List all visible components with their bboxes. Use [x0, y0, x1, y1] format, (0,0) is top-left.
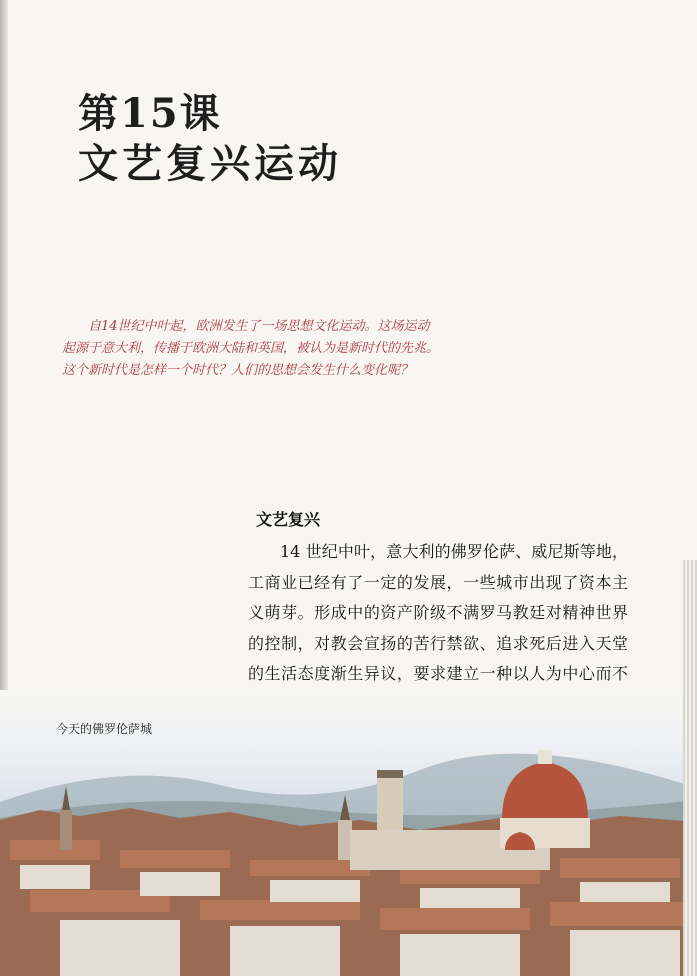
section-body: 14 世纪中叶，意大利的佛罗伦萨、威尼斯等地，工商业已经有了一定的发展，一些城市出现了资本主义萌芽。形成中的资产阶级不满罗马教廷对精神世界的控制，对教会宣扬的苦行禁欲、追求死后进入天堂的生活态度渐生异议，要求建立一种以人为中心而不 — [248, 542, 628, 683]
intro-paragraph: 自14世纪中叶起，欧洲发生了一场思想文化运动。这场运动起源于意大利，传播于欧洲大陆和英国，被认为是新时代的先兆。这个新时代是怎样一个时代？人们的思想会发生什么变化呢？ — [62, 319, 440, 378]
lesson-title: 文艺复兴运动 — [78, 140, 342, 187]
lesson-number: 第15课 — [78, 90, 222, 137]
section-heading: 文艺复兴 — [256, 510, 321, 529]
photo-caption: 今天的佛罗伦萨城 — [56, 722, 153, 736]
page-stack-edge — [683, 560, 697, 976]
